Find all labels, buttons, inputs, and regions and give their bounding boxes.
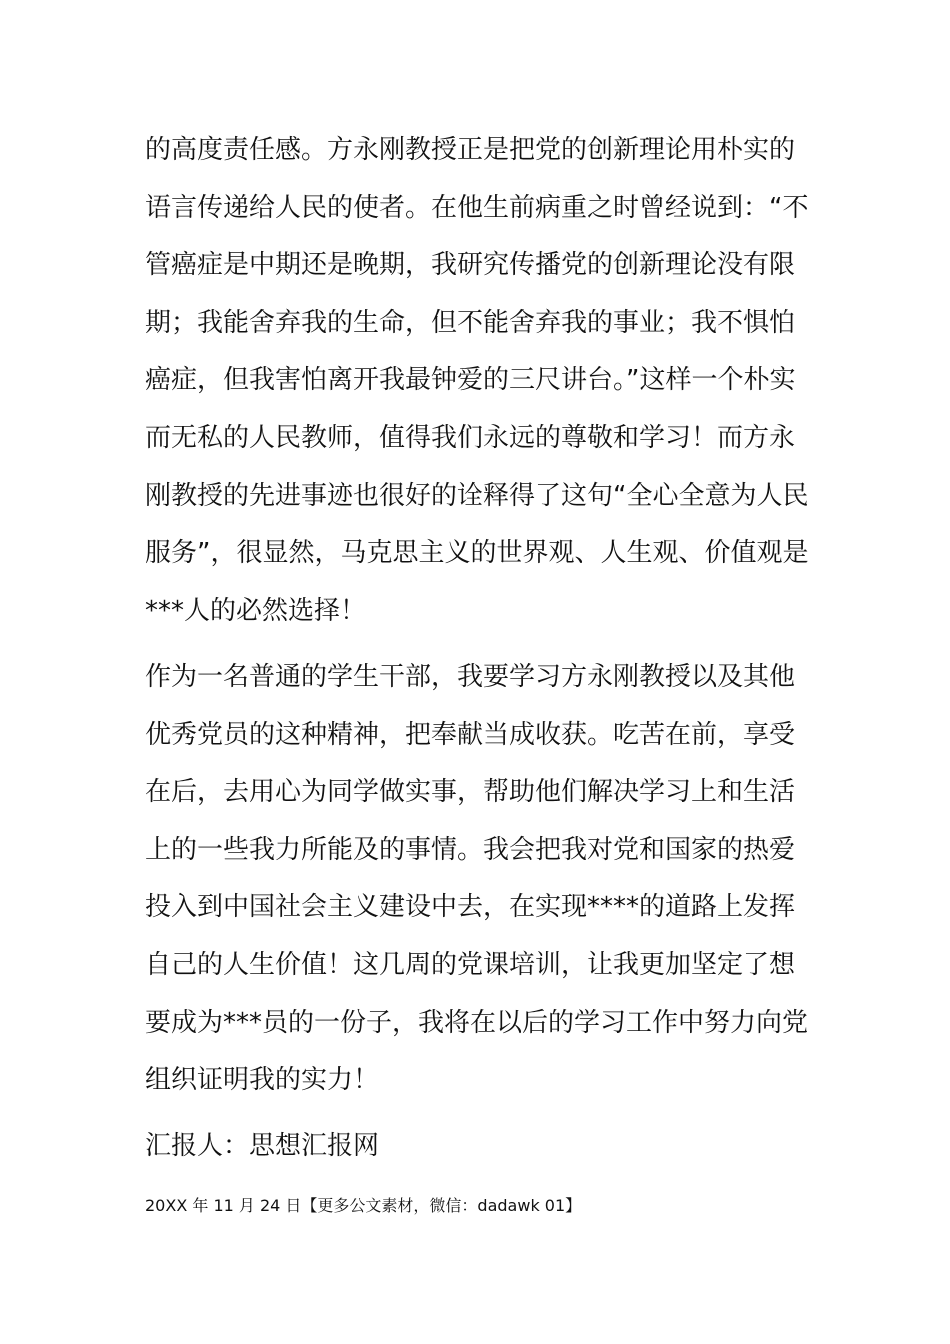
body-paragraph	[145, 122, 815, 640]
text-line: 要成为***员的一份子，我将在以后的学习工作中努力向党	[145, 1007, 809, 1038]
text-line: 在后，去用心为同学做实事，帮助他们解决学习上和生活	[145, 777, 796, 808]
text-line: 作为一名普通的学生干部，我要学习方永刚教授以及其他	[145, 662, 796, 692]
text-line: 投入到中国社会主义建设中去，在实现****的道路上发挥	[145, 892, 796, 923]
text-line: 组织证明我的实力！	[145, 1065, 380, 1096]
text-line: 癌症，但我害怕离开我最钟爱的三尺讲台。”这样一个朴实	[145, 365, 796, 396]
text-line: ***人的必然选择！	[145, 595, 367, 626]
text-line: 期；我能舍弃我的生命，但不能舍弃我的事业；我不惧怕	[145, 307, 796, 338]
text-line: 而无私的人民教师，值得我们永远的尊敬和学习！而方永	[145, 422, 796, 453]
date-footer: 20XX 年 11 月 24 日【更多公文素材，微信：dadawk 01】	[145, 1196, 582, 1215]
text-line: 的高度责任感。方永刚教授正是把党的创新理论用朴实的	[145, 135, 796, 165]
body-paragraph	[145, 649, 815, 1110]
text-line: 服务”，很显然，马克思主义的世界观、人生观、价值观是	[145, 538, 809, 569]
text-line: 优秀党员的这种精神，把奉献当成收获。吃苦在前，享受	[145, 719, 796, 750]
text-line: 刚教授的先进事迹也很好的诠释得了这句“全心全意为人民	[145, 480, 809, 511]
text-line: 管癌症是中期还是晚期，我研究传播党的创新理论没有限	[145, 250, 796, 281]
signature-line: 汇报人：思想汇报网	[145, 1131, 380, 1161]
text-line: 自己的人生价值！这几周的党课培训，让我更加坚定了想	[145, 949, 796, 980]
text-line: 上的一些我力所能及的事情。我会把我对党和国家的热爱	[145, 834, 796, 865]
text-line: 语言传递给人民的使者。在他生前病重之时曾经说到：“不	[145, 192, 809, 223]
